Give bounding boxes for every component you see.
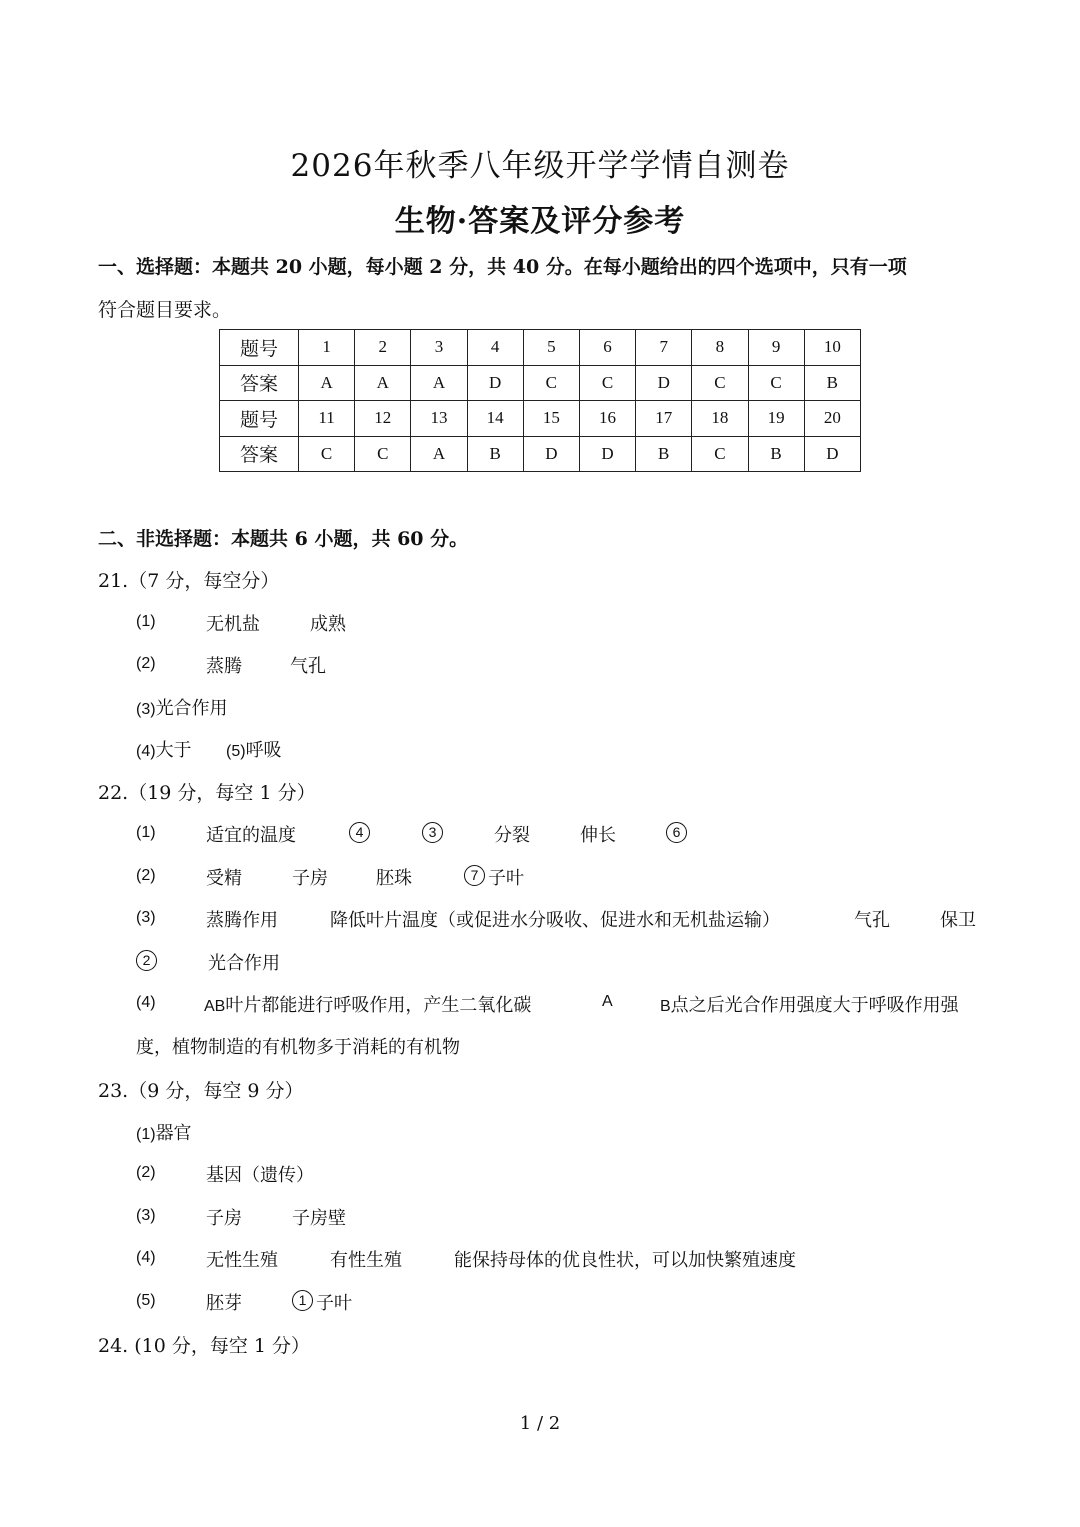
answer-text: 蒸腾作用 xyxy=(206,910,278,931)
answer-text: 无机盐 xyxy=(206,614,260,635)
table-row xyxy=(220,365,861,401)
q22-line-3 xyxy=(136,906,996,932)
table-cell: A xyxy=(411,436,467,472)
item-number: (5) xyxy=(226,743,246,760)
q21-heading: 21.（7 分，每空分） xyxy=(98,570,280,592)
answer-text: 胚芽 xyxy=(206,1293,242,1314)
table-cell: B xyxy=(748,436,804,472)
table-cell: D xyxy=(579,436,635,472)
table-row xyxy=(220,330,861,366)
table-cell: A xyxy=(411,365,467,401)
table-cell: A xyxy=(299,365,355,401)
answer-text: 蒸腾 xyxy=(206,656,242,677)
table-cell: D xyxy=(636,365,692,401)
q21-line-2 xyxy=(136,652,326,677)
q21-line-3 xyxy=(136,694,228,720)
circled-number: 4 xyxy=(349,822,370,843)
table-cell: 9 xyxy=(748,330,804,366)
table-cell: 17 xyxy=(636,401,692,437)
table-cell: 20 xyxy=(804,401,860,437)
item-number: (3) xyxy=(136,701,156,718)
answer-text: 光合作用 xyxy=(155,698,228,719)
answer-text: 光合作用 xyxy=(208,953,280,974)
item-number: (4) xyxy=(136,1249,156,1266)
table-cell: 11 xyxy=(299,401,355,437)
answer-text: 叶片都能进行呼吸作用，产生二氧化碳 xyxy=(225,995,532,1016)
table-cell: D xyxy=(804,436,860,472)
answer-text: 适宜的温度 xyxy=(206,825,296,846)
answer-text: 呼吸 xyxy=(245,740,282,761)
table-cell: 8 xyxy=(692,330,748,366)
table-cell: D xyxy=(467,365,523,401)
table-cell: C xyxy=(523,365,579,401)
table-cell: 15 xyxy=(523,401,579,437)
page-subtitle: 生物·答案及评分参考 xyxy=(394,204,686,239)
q22-line-3b xyxy=(136,949,996,975)
table-cell: 18 xyxy=(692,401,748,437)
answer-text: 大于 xyxy=(155,740,192,761)
answer-text: 受精 xyxy=(206,868,242,889)
answer-text: 子叶 xyxy=(488,868,524,889)
answer-text: 无性生殖 xyxy=(206,1250,278,1271)
table-cell: C xyxy=(299,436,355,472)
page-title: 2026年秋季八年级开学学情自测卷 xyxy=(290,148,790,184)
table-cell: 13 xyxy=(411,401,467,437)
answer-text: 伸长 xyxy=(580,825,616,846)
answer-text: 基因（遗传） xyxy=(206,1165,314,1186)
q23-line-3 xyxy=(136,1204,836,1230)
answer-text: 子房 xyxy=(206,1208,242,1229)
row-label: 题号 xyxy=(220,330,299,366)
circled-number: 2 xyxy=(136,950,157,971)
label-b: B xyxy=(660,998,671,1015)
table-cell: C xyxy=(355,436,411,472)
answer-text: 成熟 xyxy=(310,614,346,635)
item-number: (3) xyxy=(136,1207,156,1224)
item-number: (3) xyxy=(136,909,156,926)
table-cell: C xyxy=(692,436,748,472)
table-cell: C xyxy=(692,365,748,401)
answer-text: 分裂 xyxy=(494,825,530,846)
q22-heading: 22.（19 分，每空 1 分） xyxy=(98,782,316,804)
answer-text: 气孔 xyxy=(290,656,326,677)
section1-heading-cont: 符合题目要求。 xyxy=(98,299,232,321)
table-cell: 2 xyxy=(355,330,411,366)
table-cell: 5 xyxy=(523,330,579,366)
q23-line-4 xyxy=(136,1246,896,1272)
q22-line-4 xyxy=(136,991,996,1017)
item-number: (1) xyxy=(136,824,156,841)
answer-text: 器官 xyxy=(155,1123,192,1144)
table-cell: D xyxy=(523,436,579,472)
row-label: 答案 xyxy=(220,365,299,401)
q21-line-4 xyxy=(136,736,282,762)
q23-line-5 xyxy=(136,1289,836,1315)
table-cell: 14 xyxy=(467,401,523,437)
answer-text: 胚珠 xyxy=(376,868,412,889)
row-label: 答案 xyxy=(220,436,299,472)
item-number: (2) xyxy=(136,867,156,884)
page-number: 1 / 2 xyxy=(519,1413,561,1434)
table-cell: 4 xyxy=(467,330,523,366)
row-label: 题号 xyxy=(220,401,299,437)
q22-line-2 xyxy=(136,864,996,890)
table-row xyxy=(220,401,861,437)
table-cell: 12 xyxy=(355,401,411,437)
item-number: (5) xyxy=(136,1292,156,1309)
table-row xyxy=(220,436,861,472)
table-cell: 6 xyxy=(579,330,635,366)
q23-line-2 xyxy=(136,1161,836,1187)
q24-heading: 24. (10 分，每空 1 分） xyxy=(98,1335,311,1357)
item-number: (4) xyxy=(136,743,156,760)
answer-text: 子叶 xyxy=(316,1293,352,1314)
circled-number: 1 xyxy=(292,1290,313,1311)
answer-text: 子房壁 xyxy=(292,1208,346,1229)
table-cell: B xyxy=(636,436,692,472)
item-number: (1) xyxy=(136,613,156,630)
q23-line-1 xyxy=(136,1119,192,1145)
answer-text: 能保持母体的优良性状，可以加快繁殖速度 xyxy=(454,1250,796,1271)
table-cell: C xyxy=(748,365,804,401)
answer-text: 气孔 xyxy=(854,910,890,931)
item-number: (4) xyxy=(136,994,156,1011)
table-cell: B xyxy=(467,436,523,472)
item-number: (1) xyxy=(136,1126,156,1143)
item-number: (2) xyxy=(136,655,156,672)
q22-line-1 xyxy=(136,821,996,847)
table-cell: C xyxy=(579,365,635,401)
q23-heading: 23.（9 分，每空 9 分） xyxy=(98,1080,304,1102)
table-cell: 3 xyxy=(411,330,467,366)
circled-number: 7 xyxy=(464,865,485,886)
item-number: (2) xyxy=(136,1164,156,1181)
q22-line-4b: 度，植物制造的有机物多于消耗的有机物 xyxy=(136,1037,460,1058)
table-cell: 19 xyxy=(748,401,804,437)
table-cell: 7 xyxy=(636,330,692,366)
section1-heading: 一、选择题：本题共 20 小题，每小题 2 分，共 40 分。在每小题给出的四个选项中，只有一项 xyxy=(98,256,907,278)
answer-text: 保卫 xyxy=(940,910,976,931)
section2-heading: 二、非选择题：本题共 6 小题，共 60 分。 xyxy=(98,528,469,550)
table-cell: B xyxy=(804,365,860,401)
answer-text: 降低叶片温度（或促进水分吸收、促进水和无机盐运输） xyxy=(330,910,780,931)
label-ab: AB xyxy=(204,998,226,1015)
answer-text: 点之后光合作用强度大于呼吸作用强 xyxy=(670,995,959,1016)
circled-number: 6 xyxy=(666,822,687,843)
answer-text: 有性生殖 xyxy=(330,1250,402,1271)
table-cell: A xyxy=(355,365,411,401)
answer-table xyxy=(219,329,861,472)
circled-number: 3 xyxy=(422,822,443,843)
table-cell: 16 xyxy=(579,401,635,437)
table-cell: 10 xyxy=(804,330,860,366)
table-cell: 1 xyxy=(299,330,355,366)
answer-text: 子房 xyxy=(292,868,328,889)
q21-line-1 xyxy=(136,610,346,635)
answer-text: A xyxy=(602,993,613,1010)
